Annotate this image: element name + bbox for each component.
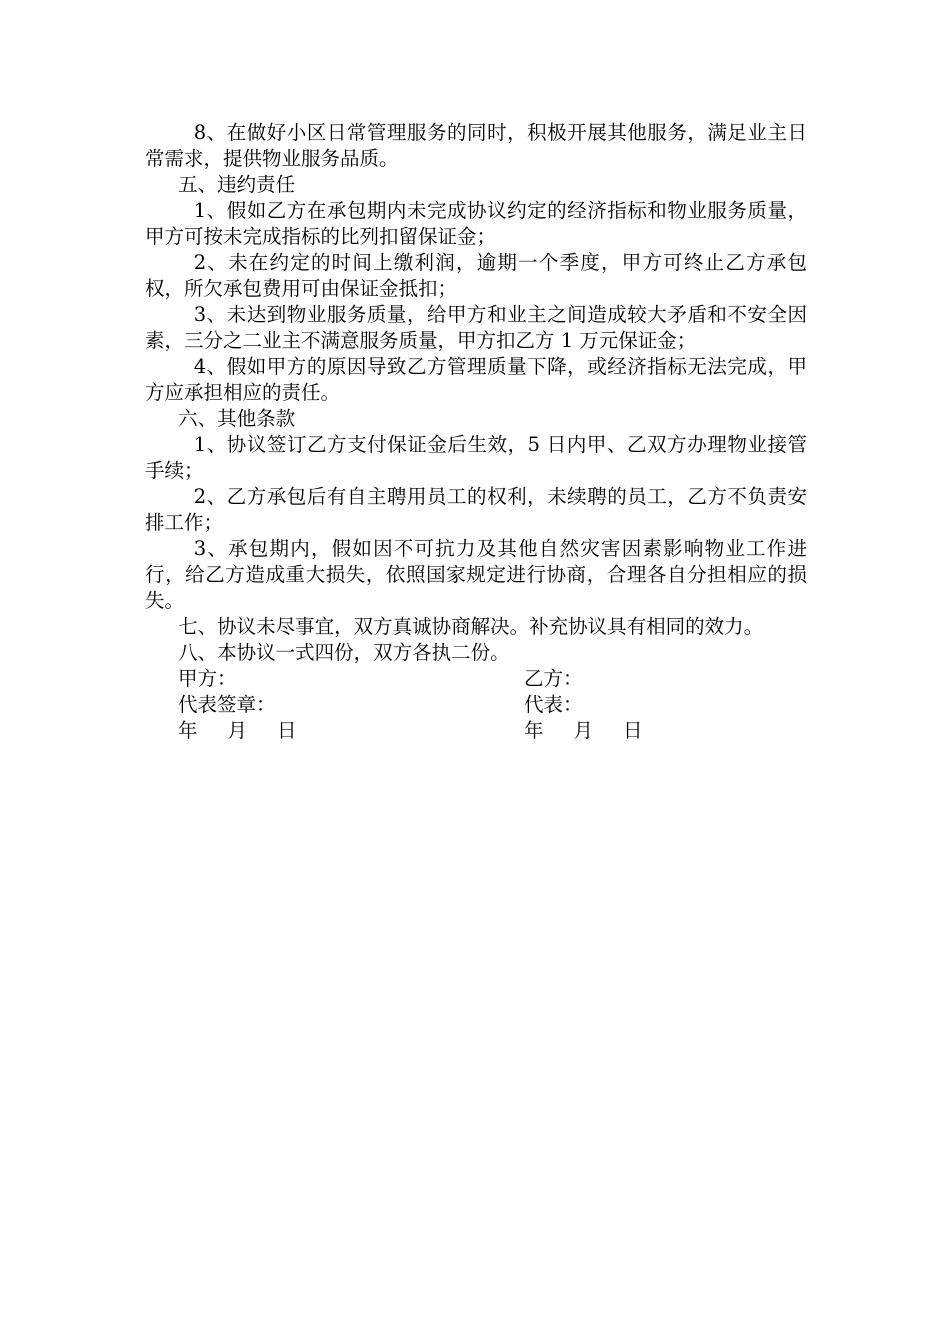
party-a-representative-label: 代表签章： <box>178 693 276 716</box>
party-a-year-label: 年 <box>178 719 198 742</box>
party-a-month-label: 月 <box>227 719 248 742</box>
section-5-heading: 五、违约责任 <box>178 173 296 196</box>
party-b-representative-label: 代表： <box>524 693 583 716</box>
party-b-month-label: 月 <box>573 719 594 742</box>
party-b-year-label: 年 <box>524 719 544 742</box>
clause-5-item-3: 3、未达到物业服务质量，给甲方和业主之间造成较大矛盾和不安全因素，三分之二业主不满意服务质量，甲方扣乙方 1 万元保证金； <box>145 303 807 352</box>
clause-6-item-2: 2、乙方承包后有自主聘用员工的权利，未续聘的员工，乙方不负责安排工作； <box>145 485 807 534</box>
clause-5-item-1: 1、假如乙方在承包期内未完成协议约定的经济指标和物业服务质量，甲方可按未完成指标的比列扣留保证金； <box>145 199 807 248</box>
party-b-date <box>524 718 807 744</box>
clause-5-item-2: 2、未在约定的时间上缴利润，逾期一个季度，甲方可终止乙方承包权，所欠承包费用可由保证金抵扣； <box>145 251 807 300</box>
signature-party-row <box>145 666 807 692</box>
party-a-label: 甲方： <box>178 667 237 690</box>
signature-representative-row <box>145 692 807 718</box>
party-b-day-label: 日 <box>623 719 643 742</box>
clause-6-item-1: 1、协议签订乙方支付保证金后生效，5 日内甲、乙双方办理物业接管手续； <box>145 433 807 482</box>
party-a-date <box>178 718 524 744</box>
section-7-text: 七、协议未尽事宜，双方真诚协商解决。补充协议具有相同的效力。 <box>178 615 764 638</box>
clause-5-item-4: 4、假如甲方的原因导致乙方管理质量下降，或经济指标无法完成，甲方应承担相应的责任。 <box>145 355 807 404</box>
document-page <box>145 120 807 744</box>
signature-date-row <box>145 718 807 744</box>
party-b-label: 乙方： <box>524 667 583 690</box>
party-a-day-label: 日 <box>277 719 297 742</box>
clause-6-item-3: 3、承包期内，假如因不可抗力及其他自然灾害因素影响物业工作进行，给乙方造成重大损失，依照国家规定进行协商，合理各自分担相应的损失。 <box>145 537 807 612</box>
section-8-text: 八、本协议一式四份，双方各执二份。 <box>178 641 510 664</box>
section-6-heading: 六、其他条款 <box>178 407 296 430</box>
clause-4-item-8: 8、在做好小区日常管理服务的同时，积极开展其他服务，满足业主日常需求，提供物业服务品质。 <box>145 121 807 170</box>
